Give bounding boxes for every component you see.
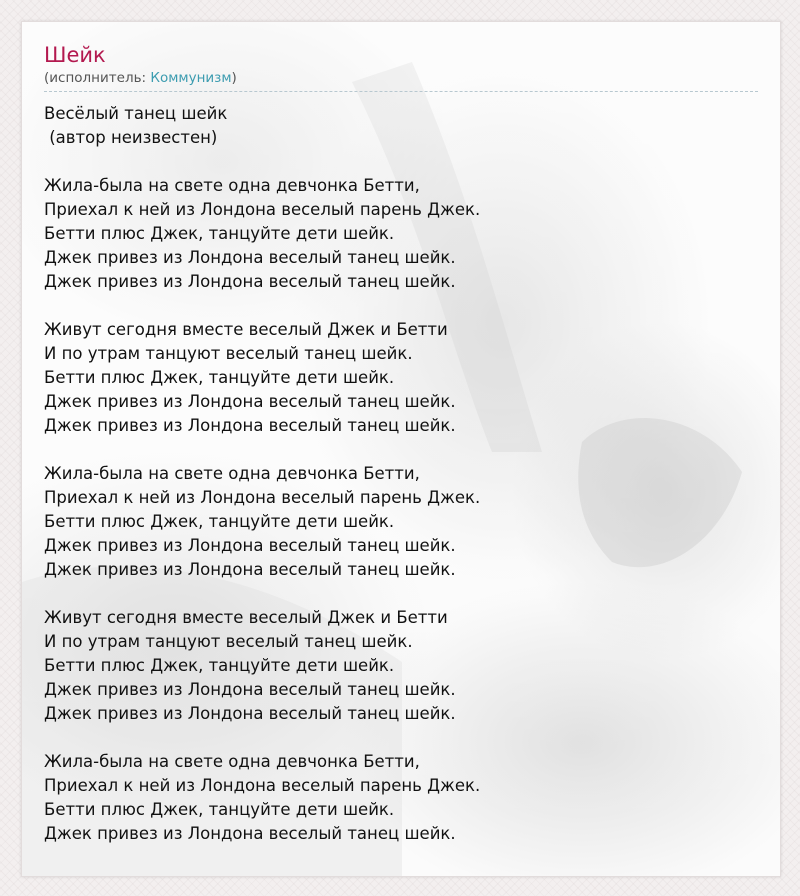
- lyric-line: Джек привез из Лондона веселый танец шейк.: [44, 560, 456, 579]
- lyrics-content: [22, 22, 780, 846]
- lyric-line: Приехал к ней из Лондона веселый парень Джек.: [44, 200, 481, 219]
- performer-suffix: ): [231, 70, 237, 86]
- lyric-line: Жила-была на свете одна девчонка Бетти,: [44, 464, 420, 483]
- stanza-break: [44, 438, 758, 462]
- lyric-line: И по утрам танцуют веселый танец шейк.: [44, 632, 413, 651]
- lyric-line: Джек привез из Лондона веселый танец шейк.: [44, 392, 456, 411]
- lyrics-card: [21, 21, 781, 877]
- lyric-line: Приехал к ней из Лондона веселый парень Джек.: [44, 776, 481, 795]
- lyric-line: Весёлый танец шейк: [44, 104, 228, 123]
- lyrics-text: [44, 102, 758, 846]
- header-divider: [44, 91, 758, 92]
- lyric-line: Бетти плюс Джек, танцуйте дети шейк.: [44, 800, 395, 819]
- performer-link[interactable]: Коммунизм: [150, 70, 232, 86]
- lyric-line: Живут сегодня вместе веселый Джек и Бетти: [44, 608, 448, 627]
- lyric-line: И по утрам танцуют веселый танец шейк.: [44, 344, 413, 363]
- performer-prefix: (исполнитель:: [44, 70, 151, 86]
- stanza-break: [44, 150, 758, 174]
- lyric-line: Бетти плюс Джек, танцуйте дети шейк.: [44, 224, 395, 243]
- lyric-line: Жила-была на свете одна девчонка Бетти,: [44, 752, 420, 771]
- stanza-break: [44, 294, 758, 318]
- performer-line: [44, 69, 758, 87]
- song-title: Шейк: [44, 43, 106, 67]
- stanza-break: [44, 726, 758, 750]
- lyric-line: Джек привез из Лондона веселый танец шейк.: [44, 536, 456, 555]
- lyric-line: Джек привез из Лондона веселый танец шейк.: [44, 416, 456, 435]
- lyric-line: Джек привез из Лондона веселый танец шейк.: [44, 248, 456, 267]
- lyric-line: Жила-была на свете одна девчонка Бетти,: [44, 176, 420, 195]
- lyric-line: Приехал к ней из Лондона веселый парень Джек.: [44, 488, 481, 507]
- lyric-line: Джек привез из Лондона веселый танец шейк.: [44, 272, 456, 291]
- lyric-line: Бетти плюс Джек, танцуйте дети шейк.: [44, 368, 395, 387]
- lyric-line: Бетти плюс Джек, танцуйте дети шейк.: [44, 656, 395, 675]
- stanza-break: [44, 582, 758, 606]
- lyric-line: (автор неизвестен): [44, 128, 218, 147]
- lyric-line: Джек привез из Лондона веселый танец шейк.: [44, 680, 456, 699]
- lyric-line: Живут сегодня вместе веселый Джек и Бетти: [44, 320, 448, 339]
- lyric-line: Джек привез из Лондона веселый танец шейк.: [44, 704, 456, 723]
- lyric-line: Бетти плюс Джек, танцуйте дети шейк.: [44, 512, 395, 531]
- lyric-line: Джек привез из Лондона веселый танец шейк.: [44, 824, 456, 843]
